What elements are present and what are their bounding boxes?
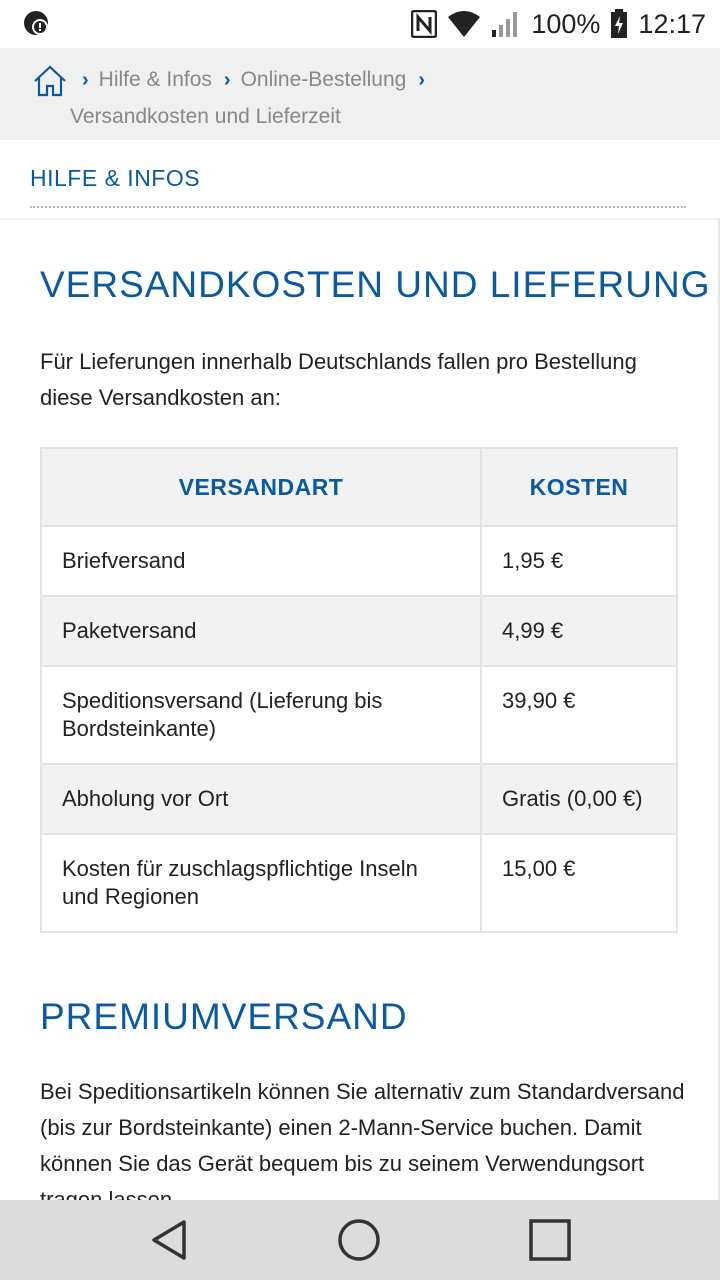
battery-percentage: 100% [531,8,601,39]
status-bar [0,0,720,48]
shipping-method: Kosten für zuschlagspflichtige Inseln und Regionen [41,834,481,932]
shipping-method: Speditionsversand (Lieferung bis Bordsteinkante) [41,666,481,764]
breadcrumb-current: Versandkosten und Lieferzeit [70,105,341,128]
table-row [41,596,677,666]
shipping-method: Briefversand [41,526,481,596]
shipping-cost: 15,00 € [481,834,677,932]
premium-heading: PREMIUMVERSAND [40,996,408,1037]
table-row [41,666,677,764]
shipping-cost-table [40,447,678,933]
clock: 12:17 [638,8,706,39]
breadcrumb-link-online-bestellung[interactable]: Online-Bestellung [240,68,407,91]
table-row [41,834,677,932]
chevron-right-icon: › [223,68,231,91]
table-row [41,764,677,834]
home-icon[interactable] [32,64,68,98]
shipping-cost: 39,90 € [481,666,677,764]
battery-charging-icon [610,9,628,39]
section-title[interactable]: HILFE & INFOS [30,165,201,191]
shipping-method: Abholung vor Ort [41,764,481,834]
table-row [41,526,677,596]
breadcrumb-link-hilfe[interactable]: Hilfe & Infos [98,68,212,91]
page-title: VERSANDKOSTEN UND LIEFERUNG [40,264,711,305]
table-header-row [41,448,677,526]
column-header-versandart: VERSANDART [41,448,481,526]
intro-text: Für Lieferungen innerhalb Deutschlands fallen pro Bestellung diese Versandkosten an: [40,349,637,410]
signal-icon [491,10,521,38]
shipping-cost: 1,95 € [481,526,677,596]
shipping-method: Paketversand [41,596,481,666]
wifi-icon [447,10,481,38]
navigation-bar [0,1200,720,1280]
chevron-right-icon: › [418,68,425,91]
app-notification-icon [22,9,52,39]
recents-icon[interactable] [526,1216,574,1264]
chevron-right-icon: › [82,68,89,91]
breadcrumb [0,48,720,140]
divider [0,218,720,220]
premium-text: Bei Speditionsartikeln können Sie alternativ zum Standardversand (bis zur Bordsteinkante) einen 2-Mann-Service buchen. Damit können Sie das Gerät bequem bis zu seinem Verwendungsort [40,1079,685,1176]
home-icon[interactable] [335,1216,383,1264]
back-icon[interactable] [146,1216,194,1264]
shipping-cost: Gratis (0,00 €) [481,764,677,834]
divider [30,206,686,208]
nfc-icon [411,10,437,38]
column-header-kosten: KOSTEN [481,448,677,526]
shipping-cost: 4,99 € [481,596,677,666]
